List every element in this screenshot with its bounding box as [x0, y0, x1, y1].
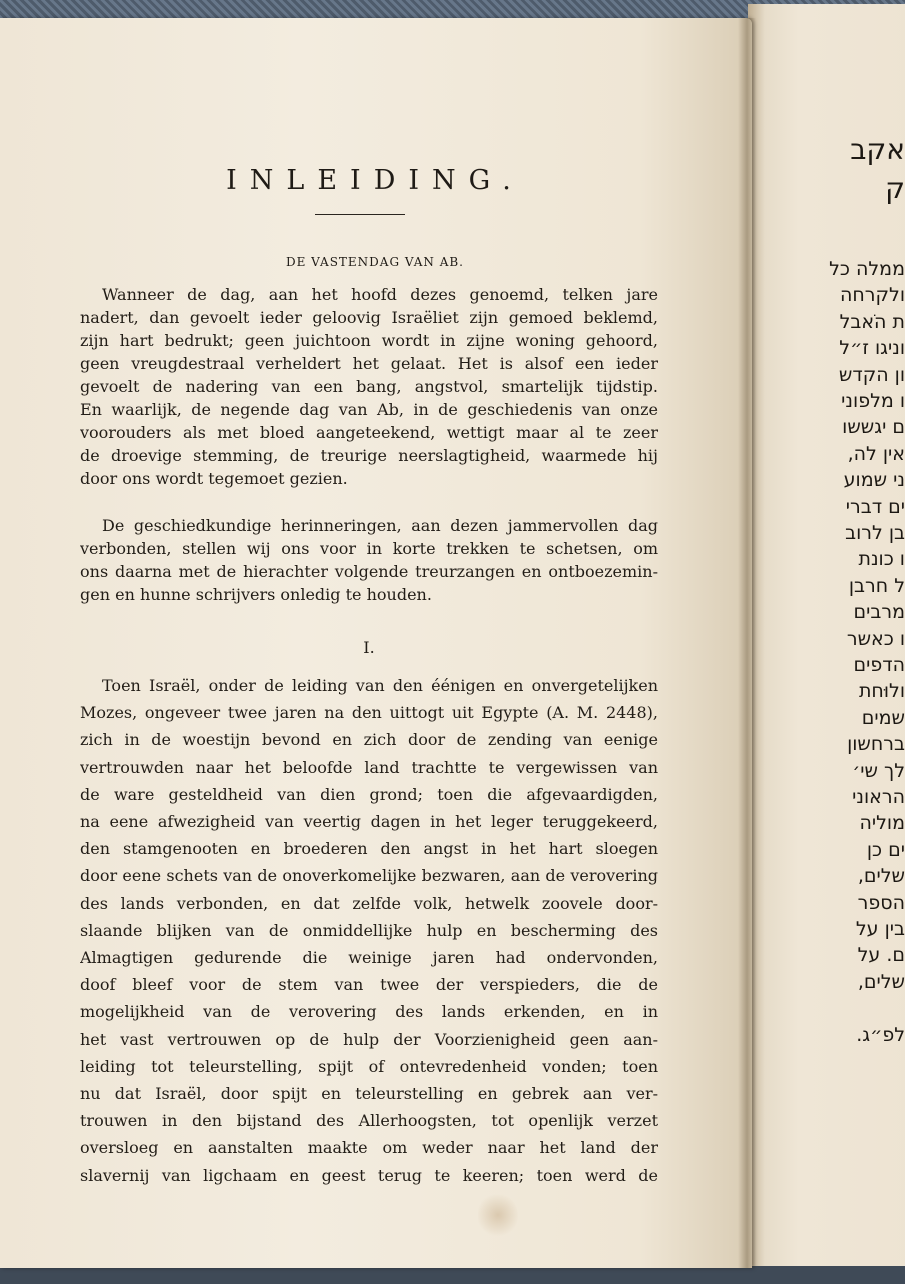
- text-line: na eene afwezigheid van veertig dagen in het leger teruggekeerd,: [80, 812, 658, 832]
- hebrew-text-line: לפ״ג.: [856, 1024, 905, 1046]
- book-gutter: [738, 18, 756, 1268]
- hebrew-text-line: ו מלפוני: [841, 390, 905, 412]
- text-line: geen vreugdestraal verheldert het gelaat. Het is alsof een ieder: [80, 354, 658, 373]
- text-line: des lands verbonden, en dat zelfde volk, hetwelk zoovele door-: [80, 893, 658, 913]
- paper-stain: [478, 1192, 518, 1238]
- hebrew-text-line: ברחשון: [847, 733, 905, 756]
- text-line: door ons wordt tegemoet gezien.: [80, 469, 348, 488]
- hebrew-text-line: ים כן: [866, 838, 905, 861]
- text-line: zijn hart bedrukt; geen juichtoon wordt in zijne woning gehoord,: [80, 331, 658, 350]
- text-line: leiding tot teleurstelling, spijt of ontevredenheid vonden; toen: [80, 1056, 658, 1076]
- hebrew-text-line: שלים,: [857, 970, 905, 993]
- hebrew-heading-line: אקב: [850, 133, 905, 166]
- hebrew-text-line: הדפים: [853, 654, 905, 676]
- hebrew-text-line: הספר: [857, 891, 905, 914]
- text-line: de ware gesteldheid van dien grond; toen die afgevaardigden,: [80, 784, 658, 804]
- section-paragraph: [80, 672, 658, 1189]
- hebrew-text-line: ים דברי: [845, 495, 905, 518]
- text-line: trouwen in den bijstand des Allerhoogsten, tot openlijk verzet: [80, 1111, 658, 1131]
- hebrew-text-line: לך שי׳: [852, 759, 905, 782]
- text-line: door eene schets van de onoverkomelijke bezwaren, aan de verovering: [80, 866, 658, 886]
- hebrew-text-line: ו כונת: [858, 548, 905, 571]
- hebrew-text-line: ולקרחה: [839, 284, 905, 307]
- hebrew-text-line: ּבן לרוב: [845, 522, 905, 544]
- text-line: Almagtigen gedurende die weinige jaren had ondervonden,: [80, 948, 658, 968]
- text-line: vertrouwden naar het beloofde land trachtte te vergewissen van: [80, 757, 658, 777]
- hebrew-text-line: ת הֹאבל: [839, 310, 905, 333]
- text-line: En waarlijk, de negende dag van Ab, in de geschiedenis van onze: [80, 400, 658, 419]
- section-number: I.: [363, 638, 375, 657]
- text-line: het vast vertrouwen op de hulp der Voorzienigheid geen aan-: [80, 1029, 658, 1049]
- hebrew-text-line: ון הקדש: [838, 363, 905, 386]
- text-line: Toen Israël, onder de leiding van den éénigen en onvergetelijken: [102, 676, 658, 695]
- text-line: Mozes, ongeveer twee jaren na den uittogt uit Egypte (A. M. 2448),: [80, 703, 658, 723]
- text-line: oversloeg en aanstalten maakte om weder naar het land der: [80, 1138, 658, 1158]
- text-line: slaande blijken van de onmiddellijke hulp en bescherming des: [80, 920, 658, 940]
- hebrew-text-line: ולוּחת: [858, 680, 905, 703]
- title-rule: [315, 214, 405, 215]
- hebrew-text-line: אין לה,: [847, 442, 905, 465]
- text-line: doof bleef voor de stem van twee der verspieders, die de: [80, 975, 658, 995]
- intro-paragraph-1: [80, 283, 658, 490]
- intro-paragraph-2: [80, 514, 658, 606]
- text-line: voorouders als met bloed aangeteekend, wettigt maar al te zeer: [80, 423, 658, 442]
- text-line: De geschiedkundige herinneringen, aan dezen jammervollen dag: [102, 516, 658, 535]
- text-line: gevoelt de nadering van een bang, angstvol, smartelijk tijdstip.: [80, 377, 658, 396]
- hebrew-text-line: וניגו ז״ל: [839, 337, 905, 360]
- hebrew-text-line: שמים: [861, 706, 905, 729]
- hebrew-text-line: מרבים: [853, 601, 905, 624]
- text-line: mogelijkheid van de verovering des lands erkenden, en in: [80, 1002, 658, 1022]
- page-title: INLEIDING.: [226, 165, 524, 196]
- hebrew-text-line: ל חרבן: [848, 574, 905, 597]
- hebrew-text-line: ם. על: [857, 944, 905, 967]
- hebrew-text-line: מוליה: [859, 812, 905, 835]
- text-line: nu dat Israël, door spijt en teleurstelling en gebrek aan ver-: [80, 1084, 658, 1104]
- text-line: verbonden, stellen wij ons voor in korte trekken te schetsen, om: [80, 539, 658, 558]
- text-line: slavernij van ligchaam en geest terug te keeren; toen werd de: [80, 1165, 658, 1185]
- hebrew-text-line: שלים,: [857, 865, 905, 888]
- text-line: ons daarna met de hierachter volgende treurzangen en ontboezemin-: [80, 562, 658, 581]
- hebrew-text-line: ני שמוע: [843, 469, 905, 492]
- text-line: nadert, dan gevoelt ieder geloovig Israëliet zijn gemoed beklemd,: [80, 308, 658, 327]
- hebrew-heading-line: ק: [885, 172, 905, 205]
- page-subtitle: DE VASTENDAG VAN AB.: [285, 255, 464, 269]
- hebrew-text-line: הראוני: [852, 786, 905, 808]
- text-line: Wanneer de dag, aan het hoofd dezes genoemd, telken jare: [102, 285, 658, 304]
- hebrew-text-line: ו כאשר: [846, 627, 905, 650]
- hebrew-text-line: ממלה כל: [829, 258, 905, 280]
- text-line: gen en hunne schrijvers onledig te houden.: [80, 585, 432, 604]
- text-line: zich in de woestijn bevond en zich door de zending van eenige: [80, 730, 658, 750]
- text-line: den stamgenooten en broederen den angst in het hart sloegen: [80, 839, 658, 859]
- hebrew-text-line: ם יגששו: [842, 416, 905, 439]
- hebrew-text-line: בין על: [855, 918, 905, 940]
- text-line: de droevige stemming, de treurige neerslagtigheid, waarmede hij: [80, 446, 658, 465]
